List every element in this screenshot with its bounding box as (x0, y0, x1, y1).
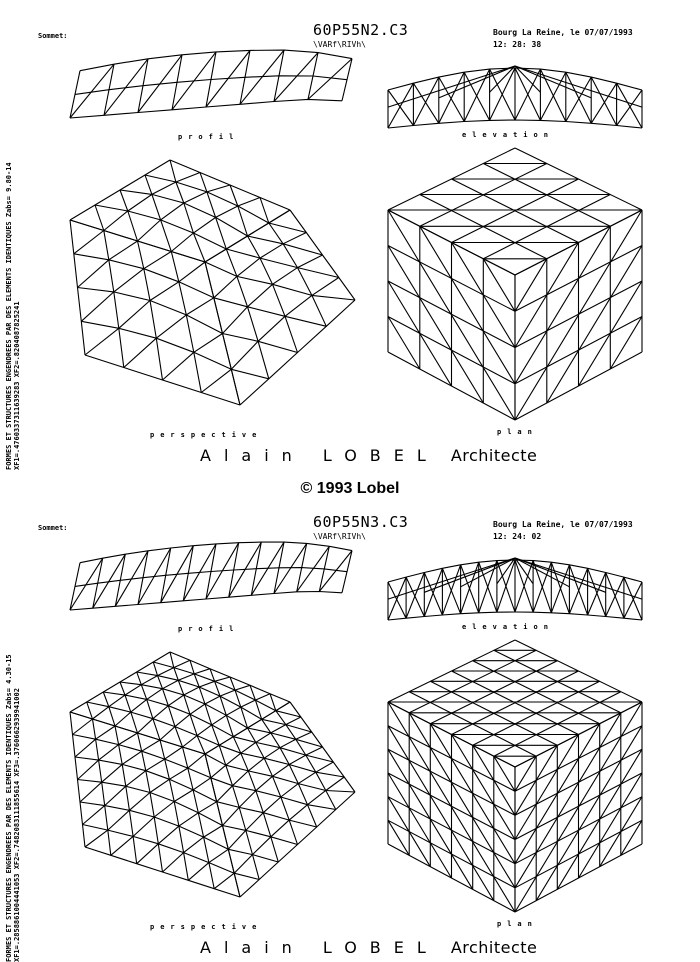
perspective-diagonal (122, 751, 142, 764)
architect-name: Alain LOBEL (200, 938, 439, 957)
drawing-title: 60P55N2.C3 (313, 21, 409, 39)
view-label-plan: plan (497, 428, 538, 436)
perspective-edge (104, 231, 124, 368)
plan-diagonal (536, 726, 642, 901)
perspective-diagonal (103, 692, 109, 707)
perspective-diagonal (248, 771, 272, 776)
perspective-diagonal (217, 802, 240, 808)
perspective-edge (104, 173, 200, 231)
perspective-diagonal (137, 844, 159, 864)
perspective-diagonal (137, 672, 142, 685)
perspective-diagonal (316, 772, 344, 777)
perspective-edge (183, 694, 271, 747)
perspective-diagonal (80, 782, 102, 802)
vertical-caption-line-1: FORMES ET STRUCTURES ENGENDREES PAR DES ELEMENTS IDENTIQUES Zabs= 4.30-15 (5, 654, 13, 962)
perspective-diagonal (214, 873, 234, 889)
profil-edge (70, 99, 342, 118)
vertical-caption (5, 162, 21, 470)
perspective-diagonal (78, 260, 109, 288)
perspective-diagonal (174, 790, 193, 802)
perspective-diagonal (163, 853, 184, 872)
perspective-diagonal (188, 863, 209, 881)
perspective-edge (74, 254, 214, 298)
perspective-diagonal (271, 837, 298, 845)
time-stamp: 12: 28: 38 (493, 40, 542, 49)
perspective-diagonal (258, 341, 297, 352)
perspective-diagonal (168, 706, 175, 727)
perspective-edge (231, 278, 338, 370)
file-path: \VARf\RIVh\ (313, 40, 366, 49)
perspective-diagonal (211, 778, 233, 786)
perspective-diagonal (74, 231, 104, 254)
vertical-caption (5, 654, 21, 962)
perspective-diagonal (85, 830, 108, 847)
view-label-profil: profil (178, 625, 240, 633)
perspective-diagonal (156, 315, 186, 338)
architect-signature (200, 938, 537, 957)
perspective-edge (78, 780, 223, 826)
perspective-diagonal (158, 826, 179, 844)
perspective-diagonal (263, 813, 289, 820)
vertical-caption-line-2: XF1=.4760337311639283 XF2=.8204087825241 (13, 301, 21, 470)
perspective-diagonal (153, 662, 157, 676)
perspective-diagonal (111, 836, 133, 855)
view-label-profil: profil (178, 133, 240, 141)
perspective-diagonal (152, 194, 161, 220)
perspective-diagonal (260, 258, 298, 268)
perspective-diagonal (124, 338, 157, 367)
profil-diagonal (274, 53, 318, 102)
perspective-diagonal (237, 276, 273, 284)
perspective-diagonal (246, 830, 271, 836)
perspective-diagonal (298, 784, 326, 791)
perspective-diagonal (253, 855, 279, 862)
perspective-diagonal (128, 211, 138, 241)
plan-diagonal (515, 713, 621, 888)
perspective-edge (81, 321, 231, 369)
perspective-diagonal (125, 695, 131, 712)
perspective-diagonal (241, 753, 264, 758)
perspective-diagonal (312, 295, 355, 300)
perspective-edge (248, 236, 298, 353)
place-date: Bourg La Reine, le 07/07/1993 (493, 520, 633, 529)
elevation-rib (388, 66, 515, 107)
perspective-diagonal (102, 764, 123, 782)
perspective-diagonal (326, 791, 355, 793)
perspective-diagonal (108, 810, 130, 830)
perspective-diagonal (248, 236, 284, 244)
perspective-diagonal (226, 765, 249, 771)
perspective-diagonal (285, 316, 326, 326)
perspective-diagonal (126, 771, 146, 787)
perspective-diagonal (198, 802, 216, 813)
perspective-diagonal (95, 205, 104, 231)
drawing-sheet-1 (0, 0, 700, 470)
perspective-edge (138, 241, 163, 380)
perspective-diagonal (239, 807, 263, 812)
perspective-diagonal (273, 776, 299, 783)
perspective-diagonal (83, 806, 105, 825)
wireframe-figures-2 (0, 492, 700, 962)
perspective-diagonal (163, 689, 169, 706)
perspective-diagonal (281, 797, 308, 805)
perspective-diagonal (209, 849, 228, 862)
perspective-diagonal (228, 849, 252, 854)
perspective-diagonal (120, 682, 125, 695)
vertical-caption-line-1: FORMES ET STRUCTURES ENGENDREES PAR DES ELEMENTS IDENTIQUES Zabs= 9.80-14 (5, 162, 13, 470)
perspective-diagonal (308, 805, 336, 810)
perspective-diagonal (73, 719, 93, 735)
perspective-edge (233, 737, 278, 862)
perspective-diagonal (153, 719, 160, 740)
perspective-diagonal (184, 203, 194, 233)
file-path: \VARf\RIVh\ (313, 532, 366, 541)
perspective-diagonal (248, 728, 271, 733)
plan-diagonal (409, 713, 515, 888)
time-stamp: 12: 24: 02 (493, 532, 542, 541)
vertical-caption-line-2: XF1=.2858861004441053 XF2=.7482083111855614 XF3=.3760662939941002 (13, 688, 21, 962)
perspective-diagonal (184, 695, 190, 714)
architect-role: Architecte (450, 938, 538, 957)
perspective-diagonal (147, 699, 153, 718)
copyright-notice: © 1993 Lobel (300, 480, 400, 497)
perspective-edge (171, 252, 201, 393)
perspective-diagonal (81, 292, 114, 321)
perspective-diagonal (193, 778, 211, 790)
perspective-diagonal (170, 160, 176, 182)
perspective-diagonal (201, 369, 231, 392)
perspective-edge (214, 233, 306, 298)
view-label-perspective: perspective (150, 923, 263, 931)
perspective-diagonal (85, 328, 119, 355)
perspective-diagonal (256, 791, 281, 797)
perspective-diagonal (145, 175, 152, 194)
perspective-diagonal (179, 262, 205, 282)
view-label-elevation: elevation (462, 131, 554, 139)
perspective-diagonal (273, 284, 312, 295)
perspective-diagonal (223, 334, 259, 342)
perspective-edge (269, 223, 327, 326)
profil-edge (70, 592, 342, 611)
architect-signature (200, 446, 537, 465)
perspective-diagonal (141, 685, 146, 700)
drawing-sheet-2 (0, 492, 700, 962)
perspective-diagonal (223, 826, 246, 831)
perspective-diagonal (204, 826, 223, 838)
perspective-edge (145, 175, 269, 223)
perspective-diagonal (99, 745, 119, 761)
perspective-diagonal (119, 301, 150, 329)
perspective-diagonal (87, 702, 93, 719)
perspective-diagonal (109, 241, 138, 260)
view-label-perspective: perspective (150, 431, 263, 439)
perspective-diagonal (119, 733, 138, 745)
perspective-diagonal (165, 747, 183, 759)
perspective-diagonal (163, 352, 194, 380)
perspective-diagonal (179, 813, 198, 826)
perspective-diagonal (129, 793, 150, 811)
perspective-diagonal (186, 298, 214, 315)
perspective-diagonal (161, 220, 172, 252)
perspective-edge (75, 757, 217, 802)
perspective-diagonal (78, 760, 99, 779)
perspective-diagonal (256, 742, 280, 747)
perspective-diagonal (150, 779, 169, 792)
perspective-diagonal (194, 334, 223, 353)
place-date: Bourg La Reine, le 07/07/1993 (493, 28, 633, 37)
view-label-elevation: elevation (462, 623, 554, 631)
perspective-diagonal (109, 707, 115, 726)
perspective-diagonal (75, 739, 96, 757)
perspective-diagonal (114, 269, 144, 292)
perspective-diagonal (96, 726, 115, 739)
drawing-title: 60P55N3.C3 (313, 513, 409, 531)
perspective-edge (78, 288, 223, 334)
sommet-label: Sommet: (38, 32, 68, 40)
perspective-diagonal (131, 712, 138, 733)
perspective-diagonal (174, 668, 179, 681)
perspective-diagonal (170, 652, 174, 668)
elevation-rib (515, 66, 642, 107)
perspective-edge (262, 719, 317, 827)
architect-name: Alain LOBEL (200, 446, 439, 465)
wireframe-figures-1 (0, 0, 700, 470)
perspective-edge (95, 205, 226, 249)
perspective-diagonal (133, 817, 154, 836)
perspective-diagonal (226, 249, 260, 258)
perspective-diagonal (144, 252, 172, 269)
perspective-edge (248, 728, 298, 845)
view-label-plan: plan (497, 920, 538, 928)
perspective-diagonal (105, 786, 126, 805)
perspective-diagonal (233, 786, 256, 791)
architect-role: Architecte (450, 446, 538, 465)
perspective-diagonal (169, 768, 187, 779)
perspective-diagonal (146, 759, 165, 771)
perspective-diagonal (234, 873, 259, 879)
profil-diagonal (104, 59, 148, 116)
perspective-diagonal (176, 182, 184, 203)
plan-diagonal (388, 726, 494, 901)
perspective-diagonal (248, 307, 286, 317)
perspective-diagonal (264, 758, 289, 764)
perspective-edge (160, 740, 188, 880)
perspective-diagonal (150, 282, 179, 301)
perspective-diagonal (184, 837, 204, 853)
perspective-diagonal (154, 802, 174, 818)
perspective-diagonal (231, 369, 268, 379)
perspective-diagonal (178, 680, 184, 695)
sommet-label: Sommet: (38, 524, 68, 532)
perspective-diagonal (158, 676, 163, 689)
perspective-diagonal (120, 190, 128, 211)
perspective-diagonal (188, 754, 205, 768)
profil-diagonal (70, 64, 114, 118)
elevation-edge (388, 120, 642, 128)
perspective-diagonal (142, 740, 160, 751)
perspective-diagonal (214, 298, 248, 307)
perspective-diagonal (289, 820, 317, 827)
